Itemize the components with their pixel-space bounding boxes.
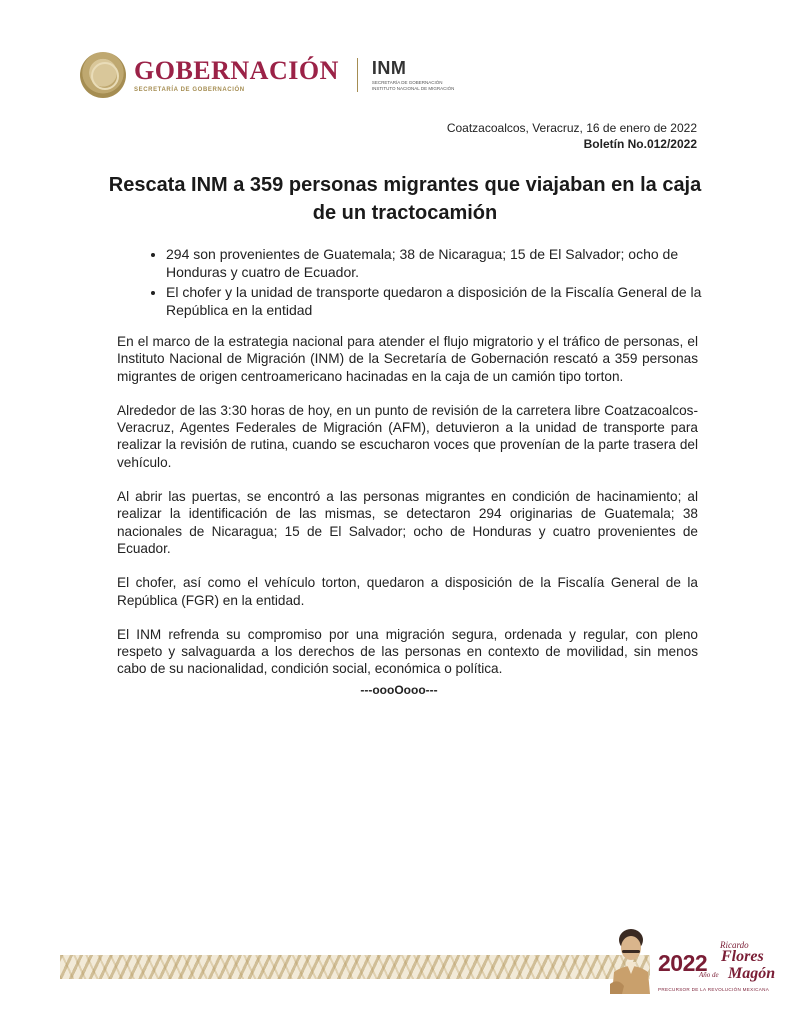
paragraph: Al abrir las puertas, se encontró a las personas migrantes en condición de hacinamiento; al realizar la identificación de las mismas, se detectaron 294 originarias de Guatemala; 38 nacionales de Nicaragua; 15 de El Salvador; ocho de Honduras y cuatro provenientes de Ecuador. bbox=[117, 489, 698, 556]
flores-magon-portrait-icon bbox=[604, 922, 658, 994]
highlight-item: • El chofer y la unidad de transporte quedaron a disposición de la Fiscalía General de la República en la entidad bbox=[166, 283, 726, 319]
paragraph: En el marco de la estrategia nacional para atender el flujo migratorio y el tráfico de personas, el Instituto Nacional de Migración (INM) de la Secretaría de Gobernación rescató a 359 personas migrantes de origen centroamericano hacinadas en la caja de un camión tipo torton. bbox=[117, 334, 698, 384]
national-seal-icon bbox=[80, 52, 126, 98]
headline: Rescata INM a 359 personas migrantes que viajaban en la caja de un tractocamión bbox=[108, 174, 702, 224]
year-emblem bbox=[658, 940, 776, 1000]
emblem-ricardo: Ricardo bbox=[720, 940, 749, 950]
logo-divider bbox=[357, 58, 358, 92]
emblem-magon: Magón bbox=[728, 965, 776, 982]
emblem-precursor: PRECURSOR DE LA REVOLUCIÓN MEXICANA bbox=[658, 987, 770, 992]
paragraph: El chofer, así como el vehículo torton, quedaron a disposición de la Fiscalía General de la República (FGR) en la entidad. bbox=[117, 575, 698, 608]
emblem-year: 2022 bbox=[658, 950, 708, 976]
gobernacion-title: GOBERNACIÓN bbox=[134, 55, 339, 85]
gobernacion-subtitle: SECRETARÍA DE GOBERNACIÓN bbox=[134, 86, 245, 93]
inm-logo-text: INM bbox=[371, 58, 407, 78]
highlights-list bbox=[140, 245, 726, 321]
highlight-item: • 294 son provenientes de Guatemala; 38 de Nicaragua; 15 de El Salvador; ocho de Honduras y cuatro de Ecuador. bbox=[166, 245, 726, 281]
end-mark: ---oooOooo--- bbox=[360, 683, 438, 697]
dateline bbox=[447, 120, 697, 152]
paragraph: Alrededor de las 3:30 horas de hoy, en un punto de revisión de la carretera libre Coatzacoalcos-Veracruz, Agentes Federales de Migración (AFM), detuvieron a la unidad de transporte para realizar la revisión de rutina, cuando se escucharon voces que provenían de la parte trasera del vehículo. bbox=[117, 402, 698, 470]
letterhead bbox=[80, 50, 454, 100]
place-date: Coatzacoalcos, Veracruz, 16 de enero de 2022 bbox=[446, 121, 697, 135]
article-body bbox=[117, 333, 698, 695]
inm-line-1: SECRETARÍA DE GOBERNACIÓN bbox=[371, 80, 443, 85]
bulletin-number: Boletín No.012/2022 bbox=[583, 137, 697, 151]
inm-line-2: INSTITUTO NACIONAL DE MIGRACIÓN bbox=[371, 85, 455, 91]
emblem-flores: Flores bbox=[721, 948, 764, 965]
gobernacion-logo bbox=[134, 55, 339, 93]
footer-pattern-band bbox=[60, 955, 650, 979]
emblem-ano-de: Año de bbox=[699, 971, 719, 979]
paragraph: El INM refrenda su compromiso por una migración segura, ordenada y regular, con pleno respeto y salvaguarda a los derechos de las personas en contexto de movilidad, sin menos cabo de su nacionalidad, condición social, económica o política. bbox=[117, 626, 698, 677]
inm-logo bbox=[372, 59, 455, 91]
